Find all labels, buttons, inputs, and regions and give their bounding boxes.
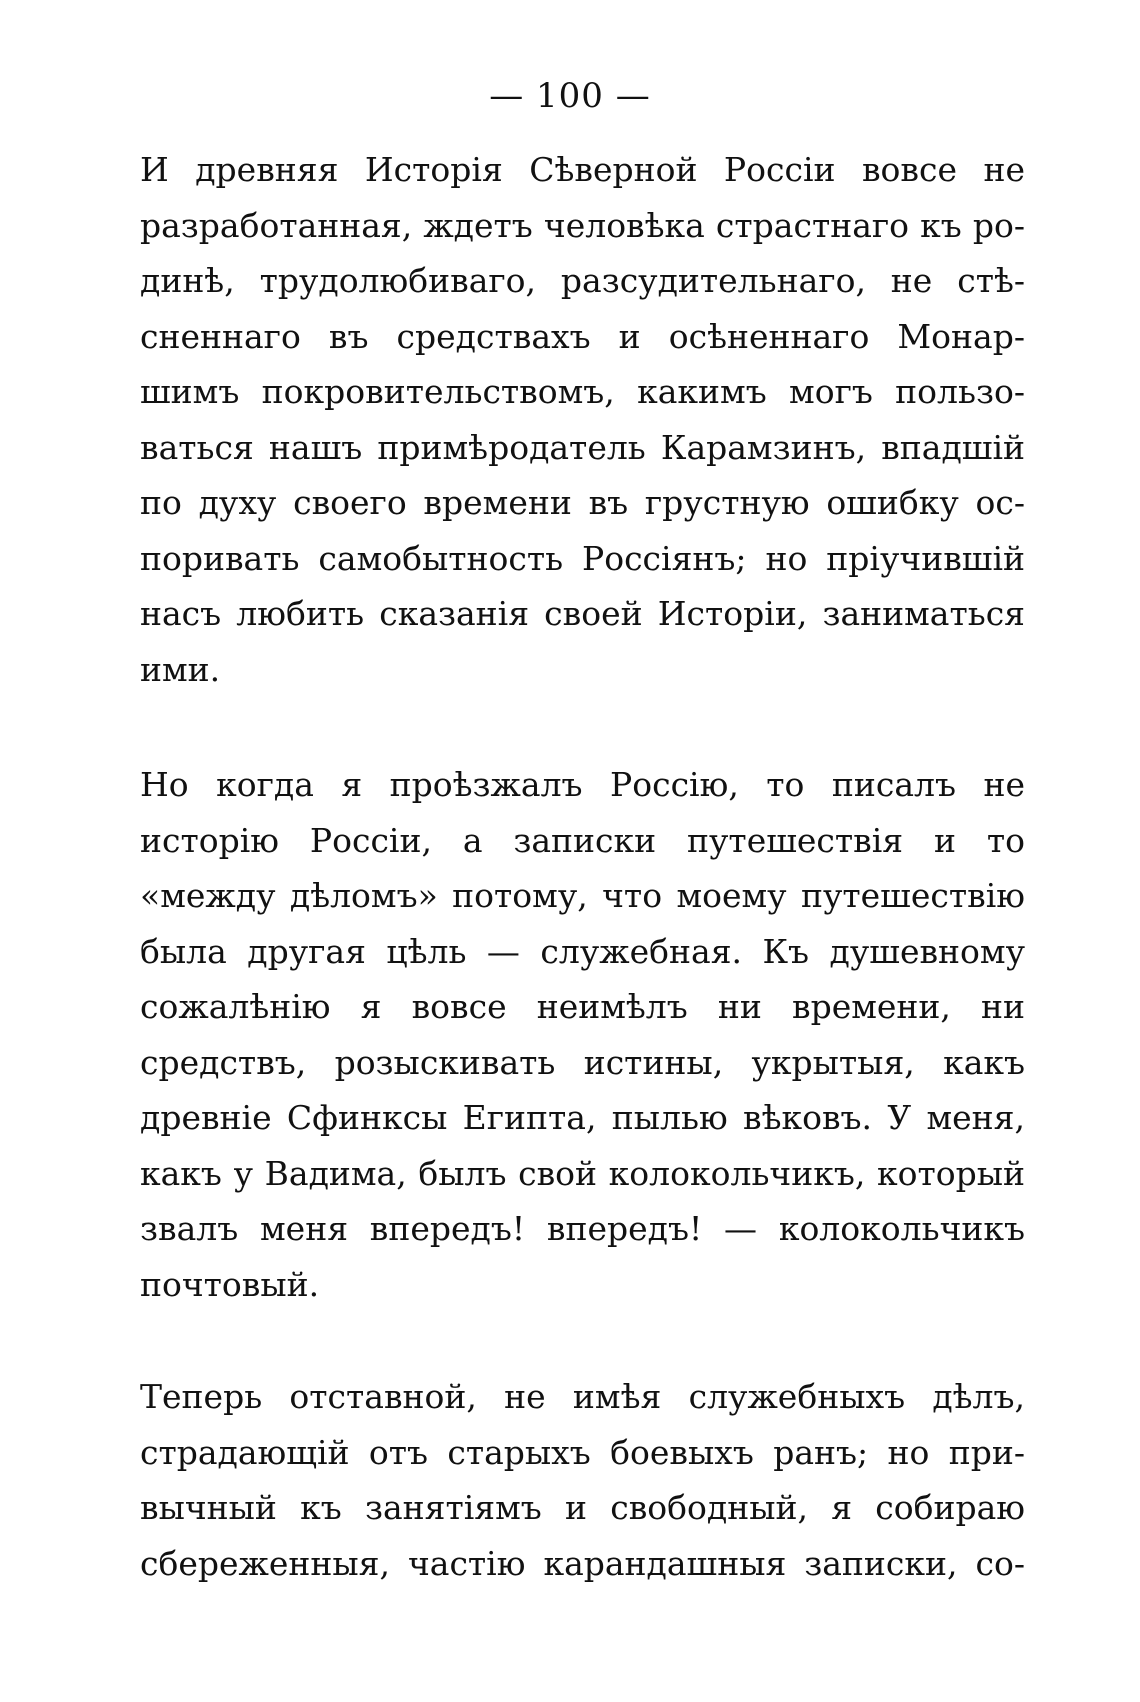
text-line: ваться нашъ примѣродатель Карамзинъ, впадшій — [140, 427, 1025, 467]
page-number: — 100 — — [489, 76, 651, 116]
text-line: ими. — [140, 649, 221, 689]
text-line: почтовый. — [140, 1264, 320, 1304]
text-line: «между дѣломъ» потому, что моему путешествію — [140, 876, 1025, 915]
text-line: средствъ, розыскивать истины, укрытыя, какъ — [140, 1042, 1025, 1082]
paragraph-1 — [140, 142, 1025, 697]
text-line: Теперь отставной, не имѣя служебныхъ дѣлъ, — [140, 1377, 1025, 1416]
text-line: Но когда я проѣзжалъ Россію, то писалъ не — [140, 765, 1025, 804]
text-line: И древняя Исторія Сѣверной Россіи вовсе не — [140, 150, 1025, 189]
text-line: древніе Сфинксы Египта, пылью вѣковъ. У меня, — [140, 1098, 1025, 1137]
paragraph-2 — [140, 757, 1025, 1312]
text-line: сненнаго въ средствахъ и осѣненнаго Монар- — [140, 316, 1025, 356]
text-line: по духу своего времени въ грустную ошибку ос- — [140, 483, 1025, 522]
text-line: какъ у Вадима, былъ свой колокольчикъ, который — [140, 1153, 1025, 1193]
text-line: страдающій отъ старыхъ боевыхъ ранъ; но при- — [140, 1432, 1025, 1472]
text-line: была другая цѣль — служебная. Къ душевному — [140, 931, 1025, 971]
text-line: динѣ, трудолюбиваго, разсудительнаго, не стѣ- — [140, 261, 1025, 300]
text-line: звалъ меня впередъ! впередъ! — колокольчикъ — [140, 1209, 1025, 1248]
text-line: сожалѣнію я вовсе неимѣлъ ни времени, ни — [140, 987, 1025, 1026]
text-line: поривать самобытность Россіянъ; но пріучившій — [140, 538, 1025, 578]
text-line: насъ любить сказанія своей Исторіи, заниматься — [140, 594, 1025, 633]
text-line: исторію Россіи, а записки путешествія и то — [140, 820, 1025, 860]
text-line: шимъ покровительствомъ, какимъ могъ пользо- — [140, 372, 1025, 411]
text-line: сбереженныя, частію карандашныя записки, со- — [140, 1543, 1025, 1583]
text-line: вычный къ занятіямъ и свободный, я собираю — [140, 1488, 1025, 1527]
text-line: разработанная, ждетъ человѣка страстнаго къ ро- — [140, 205, 1025, 245]
paragraph-3 — [140, 1369, 1025, 1591]
